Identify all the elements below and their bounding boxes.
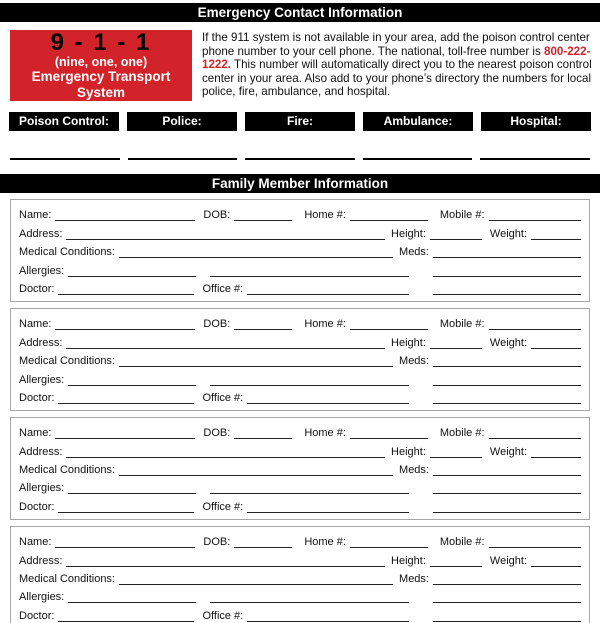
allergies-extra-blank-line (210, 376, 409, 386)
home-phone-label: Home #: (304, 427, 346, 440)
mobile-phone-label: Mobile #: (439, 318, 485, 331)
office-phone-label: Office #: (202, 391, 244, 404)
doctor-label: Doctor: (19, 282, 55, 295)
mobile-phone-label: Mobile #: (439, 209, 485, 222)
allergies-label: Allergies: (19, 264, 65, 277)
instructions-text-before: If the 911 system is not available in your area, add the poison control center phone number to your cell phone. The national, toll-free number is (202, 31, 590, 58)
office-phone-label: Office #: (202, 609, 244, 622)
height-label: Height: (391, 445, 426, 458)
form-row-name (19, 531, 581, 549)
allergies-blank-line (68, 267, 196, 277)
form-row-medical (19, 568, 581, 586)
form-row-address (19, 222, 581, 240)
weight-blank-line (531, 230, 581, 240)
height-label: Height: (391, 227, 426, 240)
meds-extra-blank-line (433, 376, 581, 386)
medical-conditions-label: Medical Conditions: (19, 355, 115, 368)
medical-conditions-blank-line (119, 357, 393, 367)
office-phone-blank-line (247, 503, 409, 513)
office-phone-blank-line (247, 612, 409, 622)
contact-label-ambulance: Ambulance: (363, 112, 473, 131)
instructions-text-after: This number will automatically direct you to the nearest poison control center in your area. Also add to your phone’s directory the numbers for local police, fire, ambulance, and hospital. (202, 58, 592, 99)
contact-label-police: Police: (127, 112, 237, 131)
allergies-blank-line (68, 593, 196, 603)
doctor-label: Doctor: (19, 391, 55, 404)
dob-blank-line (234, 429, 292, 439)
form-row-medical (19, 350, 581, 368)
dob-label: DOB: (203, 536, 231, 549)
home-phone-blank-line (350, 538, 428, 548)
address-blank-line (66, 230, 385, 240)
911-phonetic: (nine, one, one) (54, 55, 148, 69)
address-blank-line (66, 339, 385, 349)
address-label: Address: (19, 227, 63, 240)
form-row-name (19, 204, 581, 222)
meds-extra-blank-line (433, 612, 581, 622)
home-phone-blank-line (350, 320, 428, 330)
medical-conditions-blank-line (119, 248, 393, 258)
home-phone-label: Home #: (304, 318, 346, 331)
911-caption: Emergency Transport System (31, 69, 171, 100)
medical-conditions-label: Medical Conditions: (19, 573, 115, 586)
weight-blank-line (531, 557, 581, 567)
contact-label-hospital: Hospital: (481, 112, 591, 131)
mobile-phone-blank-line (489, 429, 581, 439)
meds-extra-blank-line (433, 593, 581, 603)
address-label: Address: (19, 336, 63, 349)
poison-control-instructions (202, 30, 592, 101)
name-label: Name: (19, 427, 52, 440)
mobile-phone-label: Mobile #: (439, 427, 485, 440)
mobile-phone-label: Mobile #: (439, 536, 485, 549)
meds-extra-blank-line (433, 503, 581, 513)
home-phone-label: Home #: (304, 536, 346, 549)
weight-label: Weight: (489, 554, 527, 567)
form-row-medical (19, 241, 581, 259)
address-label: Address: (19, 445, 63, 458)
meds-blank-line (433, 466, 581, 476)
form-row-name (19, 313, 581, 331)
name-label: Name: (19, 318, 52, 331)
allergies-extra-blank-line (210, 267, 409, 277)
height-blank-line (430, 448, 482, 458)
weight-blank-line (531, 448, 581, 458)
height-blank-line (430, 230, 482, 240)
meds-extra-blank-line (433, 394, 581, 404)
dob-label: DOB: (203, 209, 231, 222)
form-row-address (19, 440, 581, 458)
address-label: Address: (19, 554, 63, 567)
form-row-allergies (19, 259, 581, 277)
meds-blank-line (433, 575, 581, 585)
weight-label: Weight: (489, 445, 527, 458)
weight-blank-line (531, 339, 581, 349)
form-row-doctor (19, 604, 581, 622)
dob-blank-line (234, 538, 292, 548)
name-label: Name: (19, 209, 52, 222)
meds-blank-line (433, 357, 581, 367)
form-row-allergies (19, 477, 581, 495)
office-phone-label: Office #: (202, 282, 244, 295)
form-row-address (19, 331, 581, 349)
office-phone-blank-line (247, 394, 409, 404)
meds-label: Meds: (399, 355, 429, 368)
ambulance-blank-line (363, 158, 473, 160)
home-phone-blank-line (350, 429, 428, 439)
form-row-doctor (19, 387, 581, 405)
contact-label-fire: Fire: (245, 112, 355, 131)
office-phone-label: Office #: (202, 500, 244, 513)
allergies-label: Allergies: (19, 373, 65, 386)
meds-label: Meds: (399, 246, 429, 259)
doctor-blank-line (58, 394, 194, 404)
hospital-blank-line (480, 158, 590, 160)
height-label: Height: (391, 554, 426, 567)
dob-blank-line (234, 320, 292, 330)
911-callout (10, 30, 192, 101)
mobile-phone-blank-line (489, 538, 581, 548)
dob-label: DOB: (203, 427, 231, 440)
meds-blank-line (433, 248, 581, 258)
address-blank-line (66, 448, 385, 458)
poison-control-blank-line (10, 158, 120, 160)
mobile-phone-blank-line (489, 211, 581, 221)
allergies-extra-blank-line (210, 484, 409, 494)
allergies-label: Allergies: (19, 482, 65, 495)
meds-label: Meds: (399, 573, 429, 586)
form-row-name (19, 422, 581, 440)
height-blank-line (430, 557, 482, 567)
form-row-allergies (19, 368, 581, 386)
weight-label: Weight: (489, 227, 527, 240)
meds-extra-blank-line (433, 285, 581, 295)
office-phone-blank-line (247, 285, 409, 295)
form-row-address (19, 549, 581, 567)
emergency-contact-labels-row (9, 112, 591, 131)
form-row-medical (19, 459, 581, 477)
form-row-doctor (19, 278, 581, 296)
meds-extra-blank-line (433, 484, 581, 494)
name-blank-line (55, 429, 195, 439)
911-number: 9 - 1 - 1 (50, 29, 152, 56)
family-header-bar (0, 174, 600, 193)
poison-control-phone-number: 800-222-1222. (202, 44, 591, 72)
family-member-block (10, 417, 590, 520)
intro-section (10, 30, 592, 101)
family-member-block (10, 308, 590, 411)
family-member-block (10, 526, 590, 623)
medical-conditions-blank-line (119, 575, 393, 585)
form-row-doctor (19, 495, 581, 513)
doctor-label: Doctor: (19, 500, 55, 513)
emergency-header-bar (0, 3, 600, 22)
height-label: Height: (391, 336, 426, 349)
emergency-contact-lines-row (10, 158, 590, 160)
emergency-header-title: Emergency Contact Information (197, 5, 403, 20)
doctor-label: Doctor: (19, 609, 55, 622)
family-member-block (10, 199, 590, 302)
name-blank-line (55, 320, 195, 330)
fire-blank-line (245, 158, 355, 160)
doctor-blank-line (58, 503, 194, 513)
family-header-title: Family Member Information (211, 176, 389, 191)
mobile-phone-blank-line (489, 320, 581, 330)
name-label: Name: (19, 536, 52, 549)
allergies-label: Allergies: (19, 591, 65, 604)
home-phone-label: Home #: (304, 209, 346, 222)
medical-conditions-label: Medical Conditions: (19, 246, 115, 259)
name-blank-line (55, 211, 195, 221)
contact-label-poison-control: Poison Control: (9, 112, 119, 131)
dob-blank-line (234, 211, 292, 221)
weight-label: Weight: (489, 336, 527, 349)
name-blank-line (55, 538, 195, 548)
address-blank-line (66, 557, 385, 567)
police-blank-line (128, 158, 238, 160)
height-blank-line (430, 339, 482, 349)
meds-label: Meds: (399, 464, 429, 477)
medical-conditions-label: Medical Conditions: (19, 464, 115, 477)
allergies-blank-line (68, 484, 196, 494)
medical-conditions-blank-line (119, 466, 393, 476)
allergies-blank-line (68, 376, 196, 386)
meds-extra-blank-line (433, 267, 581, 277)
home-phone-blank-line (350, 211, 428, 221)
allergies-extra-blank-line (210, 593, 409, 603)
doctor-blank-line (58, 612, 194, 622)
doctor-blank-line (58, 285, 194, 295)
dob-label: DOB: (203, 318, 231, 331)
form-row-allergies (19, 586, 581, 604)
